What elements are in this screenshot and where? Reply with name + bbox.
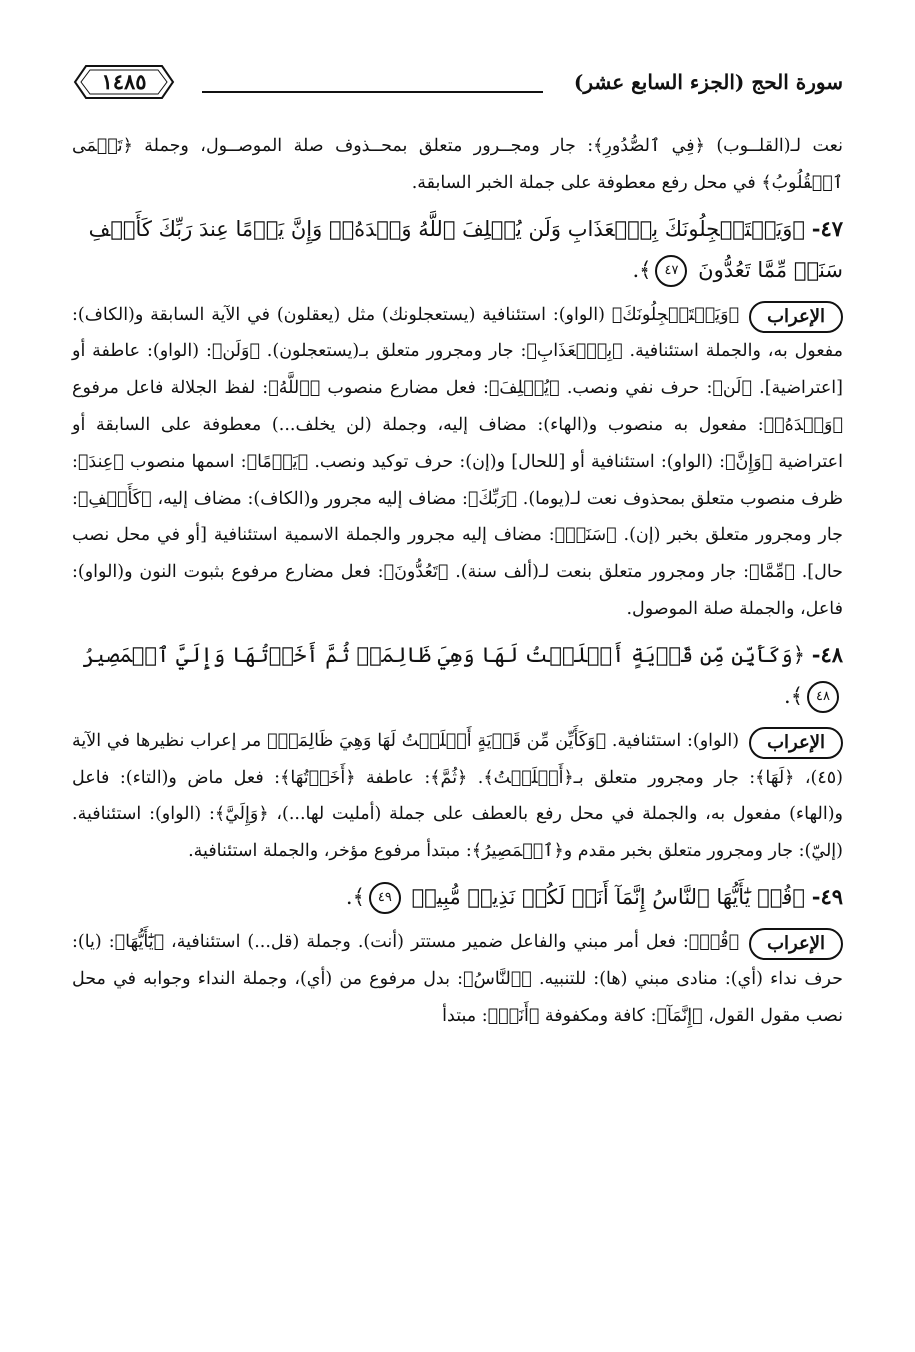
irab-section-47 xyxy=(72,297,843,628)
ayah-end-marker: ٤٩ xyxy=(369,882,401,914)
irab-text: (الواو): استئنافية. ﴿وَكَأَيِّن مِّن قَرۡيَةٍ أَمۡلَيۡتُ لَهَا وَهِيَ ظَالِمَةٞ﴾ مر إعراب نظيرها في الآية (٤٥)، ﴿لَهَا﴾: جار ومجرور متعلق بـ﴿أَمۡلَيۡتُ﴾. ﴿ثُمَّ﴾: عاطفة ﴿أَخَذۡتُهَا﴾: فعل ماض و(التاء): فاعل و(الهاء) مفعول به، والجملة في محل رفع بالعطف على جملة (أمليت لها...)، ﴿وَإِلَيَّ﴾: (الواو): استئنافية. (إليّ): جار ومجرور متعلق بخبر مقدم و﴿ٱلۡمَصِيرُ﴾: مبتدأ مرفوع مؤخر، والجملة استئنافية. xyxy=(72,730,843,862)
irab-section-48 xyxy=(72,723,843,870)
intro-paragraph: نعت لـ(القلــوب) ﴿فِي ٱلصُّدُورِ﴾: جار ومجــرور متعلق بمحــذوف صلة الموصــول، وجملة ﴿تَعۡمَى ٱلۡقُلُوبُ﴾ في محل رفع معطوفة على جملة الخبر السابقة. xyxy=(72,136,843,193)
verse-text: ﴿وَيَسۡتَعۡجِلُونَكَ بِٱلۡعَذَابِ وَلَن يُخۡلِفَ ٱللَّهُ وَعۡدَهُۥۚ وَإِنَّ يَوۡمًا عِندَ رَبِّكَ كَأَلۡفِ سَنَةٖ مِّمَّا تَعُدُّونَ xyxy=(88,216,843,282)
irab-section-49 xyxy=(72,924,843,1034)
irab-text: ﴿قُلۡ﴾: فعل أمر مبني والفاعل ضمير مستتر (أنت). وجملة (قل...) استئنافية، ﴿يَٰٓأَيُّهَا﴾: (يا): حرف نداء (أي): منادى مبني (ها): للتنبيه. ﴿ٱلنَّاسُ﴾: بدل مرفوع من (أي)، وجملة النداء وجوابه في محل نصب مقول القول، ﴿إِنَّمَآ﴾: كافة ومكفوفة ﴿أَنَا۠﴾: مبتدأ xyxy=(72,931,843,1026)
irab-text: ﴿وَيَسۡتَعۡجِلُونَكَ﴾ (الواو): استئنافية (يستعجلونك) مثل (يعقلون) في الآية السابقة و(الكاف): مفعول به، والجملة استئنافية. ﴿بِٱلۡعَذَابِ﴾: جار ومجرور متعلق بـ(يستعجلون). ﴿وَلَن﴾: (الواو): عاطفة أو [اعتراضية]. ﴿لَن﴾: حرف نفي ونصب. ﴿يُخۡلِفَ﴾: فعل مضارع منصوب ﴿ٱللَّهُ﴾: لفظ الجلالة فاعل مرفوع ﴿وَعۡدَهُۥ﴾: مفعول به منصوب و(الهاء): مضاف إليه، وجملة (لن يخلف...) معطوفة على السابقة أو اعتراضية ﴿وَإِنَّ﴾: (الواو): استئنافية أو [للحال] و(إن): حرف توكيد ونصب. ﴿يَوۡمًا﴾: اسمها منصوب ﴿عِندَ﴾: ظرف منصوب متعلق بمحذوف نعت لـ(يوما). ﴿رَبِّكَ﴾: مضاف إليه مجرور و(الكاف): مضاف إليه، ﴿كَأَلۡفِ﴾: جار ومجرور متعلق بخبر (إن). ﴿سَنَةٖ﴾: مضاف إليه مجرور والجملة الاسمية استئنافية [أو في محل نصب حال]. ﴿مِّمَّا﴾: جار ومجرور متعلق بنعت لـ(ألف سنة). ﴿تَعُدُّونَ﴾: فعل مضارع مرفوع بثبوت النون و(الواو): فاعل، والجملة صلة الموصول. xyxy=(72,304,843,619)
page-header xyxy=(72,62,843,108)
verse-close: ﴾. xyxy=(784,683,803,708)
verse-close: ﴾. xyxy=(345,884,365,909)
page-content xyxy=(72,128,843,1034)
verse-49 xyxy=(72,876,843,918)
verse-text: ﴿قُلۡ يَٰٓأَيُّهَا ٱلنَّاسُ إِنَّمَآ أَنَا۠ لَكُمۡ نَذِيرٞ مُّبِينٞ xyxy=(411,884,806,909)
verse-text: ﴿وَكَأَيِّن مِّن قَرۡيَةٍ أَمۡلَيۡتُ لَهَا وَهِيَ ظَالِمَةٞ ثُمَّ أَخَذۡتُهَا وَإِلَيَّ ٱلۡمَصِيرُ xyxy=(82,642,806,667)
irab-label: الإعراب xyxy=(749,301,843,333)
header-rule xyxy=(202,91,543,93)
verse-number: ٤٧- xyxy=(811,215,843,241)
verse-47 xyxy=(72,208,843,291)
irab-label: الإعراب xyxy=(749,928,843,960)
verse-close: ﴾. xyxy=(632,257,652,282)
verse-number: ٤٩- xyxy=(811,883,843,909)
ayah-end-marker: ٤٨ xyxy=(807,681,839,713)
verse-number: ٤٨- xyxy=(811,641,843,667)
irab-label: الإعراب xyxy=(749,727,843,759)
page-number: ١٤٨٥ xyxy=(101,69,147,94)
ayah-end-marker: ٤٧ xyxy=(655,255,687,287)
verse-48 xyxy=(72,634,843,717)
page-number-frame xyxy=(72,62,176,102)
running-head: سورة الحج (الجزء السابع عشر) xyxy=(573,70,843,94)
